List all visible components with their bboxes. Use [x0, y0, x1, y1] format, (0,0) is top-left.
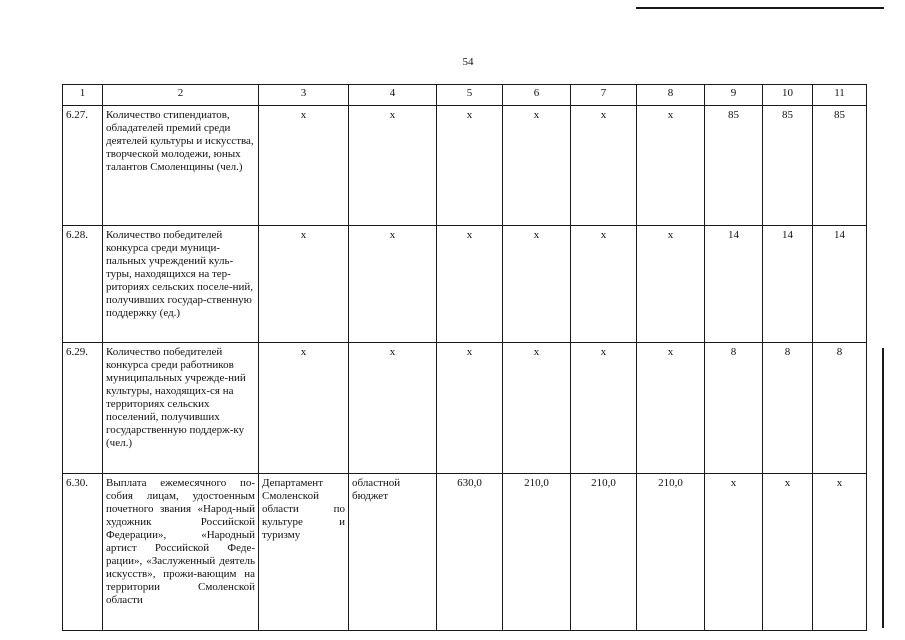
header-cell-7: 7 — [571, 85, 637, 106]
cell-col-9: 85 — [705, 106, 763, 226]
header-cell-4: 4 — [349, 85, 437, 106]
cell-col-5: 630,0 — [437, 474, 503, 631]
cell-col-11: 14 — [813, 226, 867, 343]
row-description: Выплата ежемесячного по-собия лицам, удостоенным почетного звания «Народ-ный художник Российской Федерации», «Народный артист Российской Феде-рации», «Заслуженный деятель искусств», прожи-вающим на территории Смоленской области — [103, 474, 259, 631]
table-row — [63, 343, 867, 474]
cell-executor: х — [259, 343, 349, 474]
cell-executor: х — [259, 226, 349, 343]
cell-col-8: х — [637, 343, 705, 474]
table-row — [63, 106, 867, 226]
header-cell-3: 3 — [259, 85, 349, 106]
margin-rule — [882, 348, 884, 628]
cell-col-7: х — [571, 106, 637, 226]
cell-col-11: 85 — [813, 106, 867, 226]
table-row — [63, 226, 867, 343]
cell-col-8: 210,0 — [637, 474, 705, 631]
row-number: 6.29. — [63, 343, 103, 474]
row-description: Количество победителей конкурса среди муници-пальных учреждений куль-туры, находящихся на тер-риториях сельских поселе-ний, получивших государ-ственную поддержку (ед.) — [103, 226, 259, 343]
row-number: 6.27. — [63, 106, 103, 226]
cell-col-10: х — [763, 474, 813, 631]
cell-col-10: 85 — [763, 106, 813, 226]
header-cell-8: 8 — [637, 85, 705, 106]
cell-col-5: х — [437, 106, 503, 226]
cell-col-9: х — [705, 474, 763, 631]
cell-col-10: 8 — [763, 343, 813, 474]
cell-source: х — [349, 343, 437, 474]
header-cell-6: 6 — [503, 85, 571, 106]
header-cell-1: 1 — [63, 85, 103, 106]
header-cell-10: 10 — [763, 85, 813, 106]
top-rule — [636, 7, 884, 9]
header-cell-9: 9 — [705, 85, 763, 106]
cell-col-5: х — [437, 226, 503, 343]
cell-col-6: х — [503, 106, 571, 226]
cell-col-8: х — [637, 106, 705, 226]
cell-col-8: х — [637, 226, 705, 343]
cell-executor: Департамент Смоленской области по культуре и туризму — [259, 474, 349, 631]
cell-col-7: 210,0 — [571, 474, 637, 631]
header-cell-5: 5 — [437, 85, 503, 106]
cell-col-11: 8 — [813, 343, 867, 474]
page-number: 54 — [462, 56, 474, 68]
cell-col-6: х — [503, 343, 571, 474]
cell-col-7: х — [571, 343, 637, 474]
cell-col-6: х — [503, 226, 571, 343]
cell-source: х — [349, 226, 437, 343]
row-description: Количество стипендиатов, обладателей премий среди деятелей культуры и искусства, творческой молодежи, юных талантов Смоленщины (чел.) — [103, 106, 259, 226]
table-row — [63, 474, 867, 631]
data-table — [62, 84, 867, 631]
cell-col-5: х — [437, 343, 503, 474]
cell-col-10: 14 — [763, 226, 813, 343]
row-number: 6.30. — [63, 474, 103, 631]
cell-col-11: х — [813, 474, 867, 631]
cell-executor: х — [259, 106, 349, 226]
row-number: 6.28. — [63, 226, 103, 343]
cell-source: х — [349, 106, 437, 226]
header-cell-2: 2 — [103, 85, 259, 106]
cell-col-9: 8 — [705, 343, 763, 474]
cell-source: областной бюджет — [349, 474, 437, 631]
header-row — [63, 85, 867, 106]
header-cell-11: 11 — [813, 85, 867, 106]
row-description: Количество победителей конкурса среди работников муниципальных учрежде-ний культуры, находящих-ся на территориях сельских поселений, получивших государственную поддерж-ку (чел.) — [103, 343, 259, 474]
cell-col-9: 14 — [705, 226, 763, 343]
cell-col-6: 210,0 — [503, 474, 571, 631]
cell-col-7: х — [571, 226, 637, 343]
